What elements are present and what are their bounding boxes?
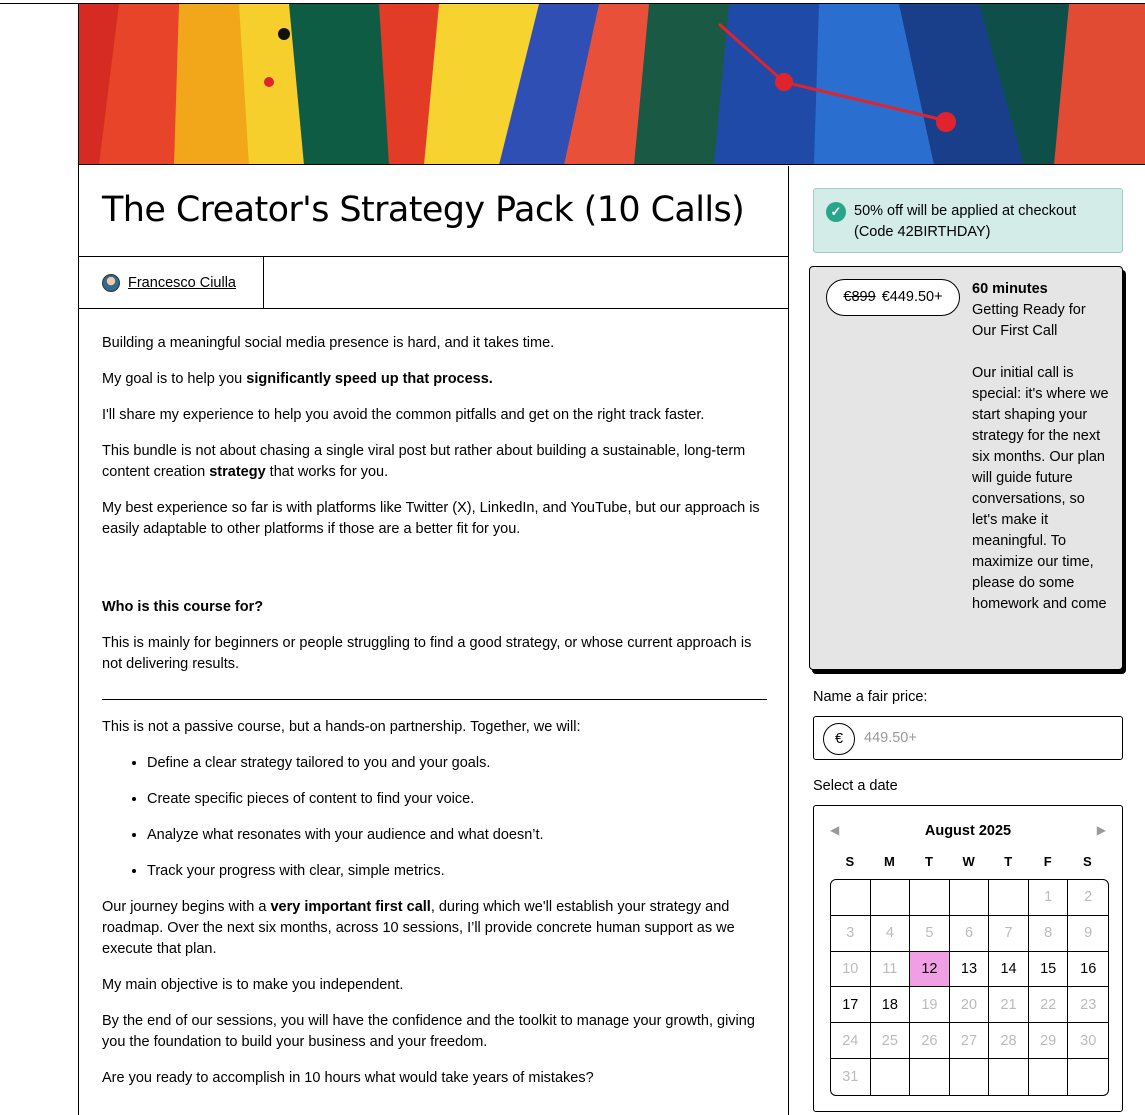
avatar bbox=[102, 274, 120, 292]
old-price: €899 bbox=[843, 289, 876, 305]
option-description: Our initial call is special: it's where we start shaping your strategy for the next six months. Our plan will guide future conversations, so let's make it meaningful. To maximize our time, please do some homework and come bbox=[972, 365, 1109, 612]
euro-icon: € bbox=[823, 723, 855, 755]
calendar-day bbox=[871, 880, 911, 916]
list-item: • Analyze what resonates with your audience and what doesn’t. bbox=[147, 825, 766, 846]
next-month-icon[interactable]: ▶ bbox=[1096, 823, 1106, 837]
weekday-label: W bbox=[962, 854, 975, 869]
calendar-day: 26 bbox=[910, 1023, 950, 1059]
price-label: Name a fair price: bbox=[813, 689, 928, 705]
option-name: Getting Ready for Our First Call bbox=[972, 302, 1086, 339]
calendar-day: 19 bbox=[910, 987, 950, 1023]
weekday-label: T bbox=[1004, 854, 1013, 869]
calendar-day[interactable]: 14 bbox=[989, 952, 1029, 988]
calendar-month: August 2025 bbox=[924, 823, 1012, 839]
calendar-day: 24 bbox=[831, 1023, 871, 1059]
desc-paragraph: This is mainly for beginners or people struggling to find a good strategy, or whose current approach is not delivering results. bbox=[102, 635, 752, 672]
desc-paragraph: Are you ready to accomplish in 10 hours what would take years of mistakes? bbox=[102, 1070, 594, 1086]
call-option-card[interactable] bbox=[809, 266, 1123, 670]
author-link[interactable]: Francesco Ciulla bbox=[128, 274, 236, 291]
desc-paragraph: By the end of our sessions, you will have the confidence and the toolkit to manage your growth, giving you the foundation to build your business and your freedom. bbox=[102, 1013, 755, 1050]
purchase-panel bbox=[790, 166, 1145, 1115]
calendar-day bbox=[831, 880, 871, 916]
product-description bbox=[79, 309, 788, 1089]
desc-paragraph: My goal is to help you significantly speed up that process. bbox=[102, 371, 493, 387]
weekday-label: F bbox=[1043, 854, 1052, 869]
calendar-day-selected[interactable]: 12 bbox=[910, 952, 950, 988]
calendar-day: 10 bbox=[831, 952, 871, 988]
calendar-day: 29 bbox=[1029, 1023, 1069, 1059]
option-details bbox=[972, 279, 1112, 615]
calendar-day bbox=[1029, 1059, 1069, 1095]
calendar-day bbox=[910, 880, 950, 916]
calendar-day: 22 bbox=[1029, 987, 1069, 1023]
calendar-day bbox=[950, 880, 990, 916]
weekday-label: M bbox=[883, 854, 895, 869]
calendar-day bbox=[1068, 1059, 1108, 1095]
calendar-day bbox=[989, 1059, 1029, 1095]
calendar-day[interactable]: 17 bbox=[831, 987, 871, 1023]
date-picker bbox=[813, 805, 1123, 1112]
new-price: €449.50+ bbox=[881, 289, 943, 305]
list-item: • Create specific pieces of content to find your voice. bbox=[147, 789, 766, 810]
product-main bbox=[79, 166, 789, 1115]
price-input[interactable] bbox=[864, 723, 1114, 753]
price-field bbox=[813, 716, 1123, 760]
cover-image bbox=[79, 4, 1145, 165]
list-item: • Track your progress with clear, simple metrics. bbox=[147, 861, 766, 882]
title-section bbox=[79, 166, 788, 257]
calendar-day: 8 bbox=[1029, 916, 1069, 952]
calendar-day[interactable]: 13 bbox=[950, 952, 990, 988]
check-circle-icon: ✓ bbox=[826, 202, 846, 222]
calendar-day: 30 bbox=[1068, 1023, 1108, 1059]
desc-paragraph: This bundle is not about chasing a single viral post but rather about building a sustainable, long-term content creation strategy that works for you. bbox=[102, 443, 746, 480]
author-row bbox=[79, 257, 788, 309]
calendar-day: 1 bbox=[1029, 880, 1069, 916]
calendar-grid bbox=[830, 879, 1109, 1096]
price-pill bbox=[826, 279, 960, 316]
prev-month-icon[interactable]: ◀ bbox=[830, 823, 840, 837]
option-duration: 60 minutes bbox=[972, 281, 1048, 297]
calendar-day: 7 bbox=[989, 916, 1029, 952]
weekday-header bbox=[830, 854, 1107, 869]
calendar-day: 6 bbox=[950, 916, 990, 952]
author-chip bbox=[79, 257, 264, 308]
calendar-day bbox=[950, 1059, 990, 1095]
calendar-day: 23 bbox=[1068, 987, 1108, 1023]
calendar-day: 9 bbox=[1068, 916, 1108, 952]
desc-paragraph: Building a meaningful social media presence is hard, and it takes time. bbox=[102, 335, 555, 351]
desc-paragraph: This is not a passive course, but a hands-on partnership. Together, we will: bbox=[102, 719, 581, 735]
weekday-label: S bbox=[1083, 854, 1092, 869]
desc-paragraph: I'll share my experience to help you avoid the common pitfalls and get on the right track faster. bbox=[102, 407, 705, 423]
calendar-day: 2 bbox=[1068, 880, 1108, 916]
calendar-day bbox=[989, 880, 1029, 916]
calendar-day[interactable]: 16 bbox=[1068, 952, 1108, 988]
calendar-day: 27 bbox=[950, 1023, 990, 1059]
calendar-day: 20 bbox=[950, 987, 990, 1023]
discount-banner bbox=[813, 188, 1123, 253]
calendar-day bbox=[871, 1059, 911, 1095]
product-title: The Creator's Strategy Pack (10 Calls) bbox=[102, 190, 745, 230]
desc-paragraph: Our journey begins with a very important first call, during which we'll establish your strategy and roadmap. Over the next six months, across 10 sessions, I’ll provide concrete human support as we execute that plan. bbox=[102, 899, 735, 957]
calendar-day: 3 bbox=[831, 916, 871, 952]
calendar-day: 31 bbox=[831, 1059, 871, 1095]
top-divider bbox=[0, 3, 80, 4]
calendar-day: 25 bbox=[871, 1023, 911, 1059]
discount-text: 50% off will be applied at checkout (Code 42BIRTHDAY) bbox=[854, 203, 1077, 240]
calendar-day[interactable]: 15 bbox=[1029, 952, 1069, 988]
calendar-day: 5 bbox=[910, 916, 950, 952]
desc-paragraph: My main objective is to make you independent. bbox=[102, 977, 404, 993]
calendar-day bbox=[910, 1059, 950, 1095]
goals-list bbox=[147, 753, 766, 882]
calendar-day: 28 bbox=[989, 1023, 1029, 1059]
calendar-day[interactable]: 18 bbox=[871, 987, 911, 1023]
weekday-label: T bbox=[925, 854, 933, 869]
who-heading: Who is this course for? bbox=[102, 599, 264, 615]
calendar-day: 4 bbox=[871, 916, 911, 952]
desc-paragraph: My best experience so far is with platforms like Twitter (X), LinkedIn, and YouTube, but our approach is easily adaptable to other platforms if those are a better fit for you. bbox=[102, 500, 760, 537]
list-item: • Define a clear strategy tailored to you and your goals. bbox=[147, 753, 766, 774]
calendar-day: 11 bbox=[871, 952, 911, 988]
date-label: Select a date bbox=[813, 778, 898, 794]
divider bbox=[102, 699, 767, 700]
calendar-day: 21 bbox=[989, 987, 1029, 1023]
weekday-label: S bbox=[845, 854, 855, 869]
